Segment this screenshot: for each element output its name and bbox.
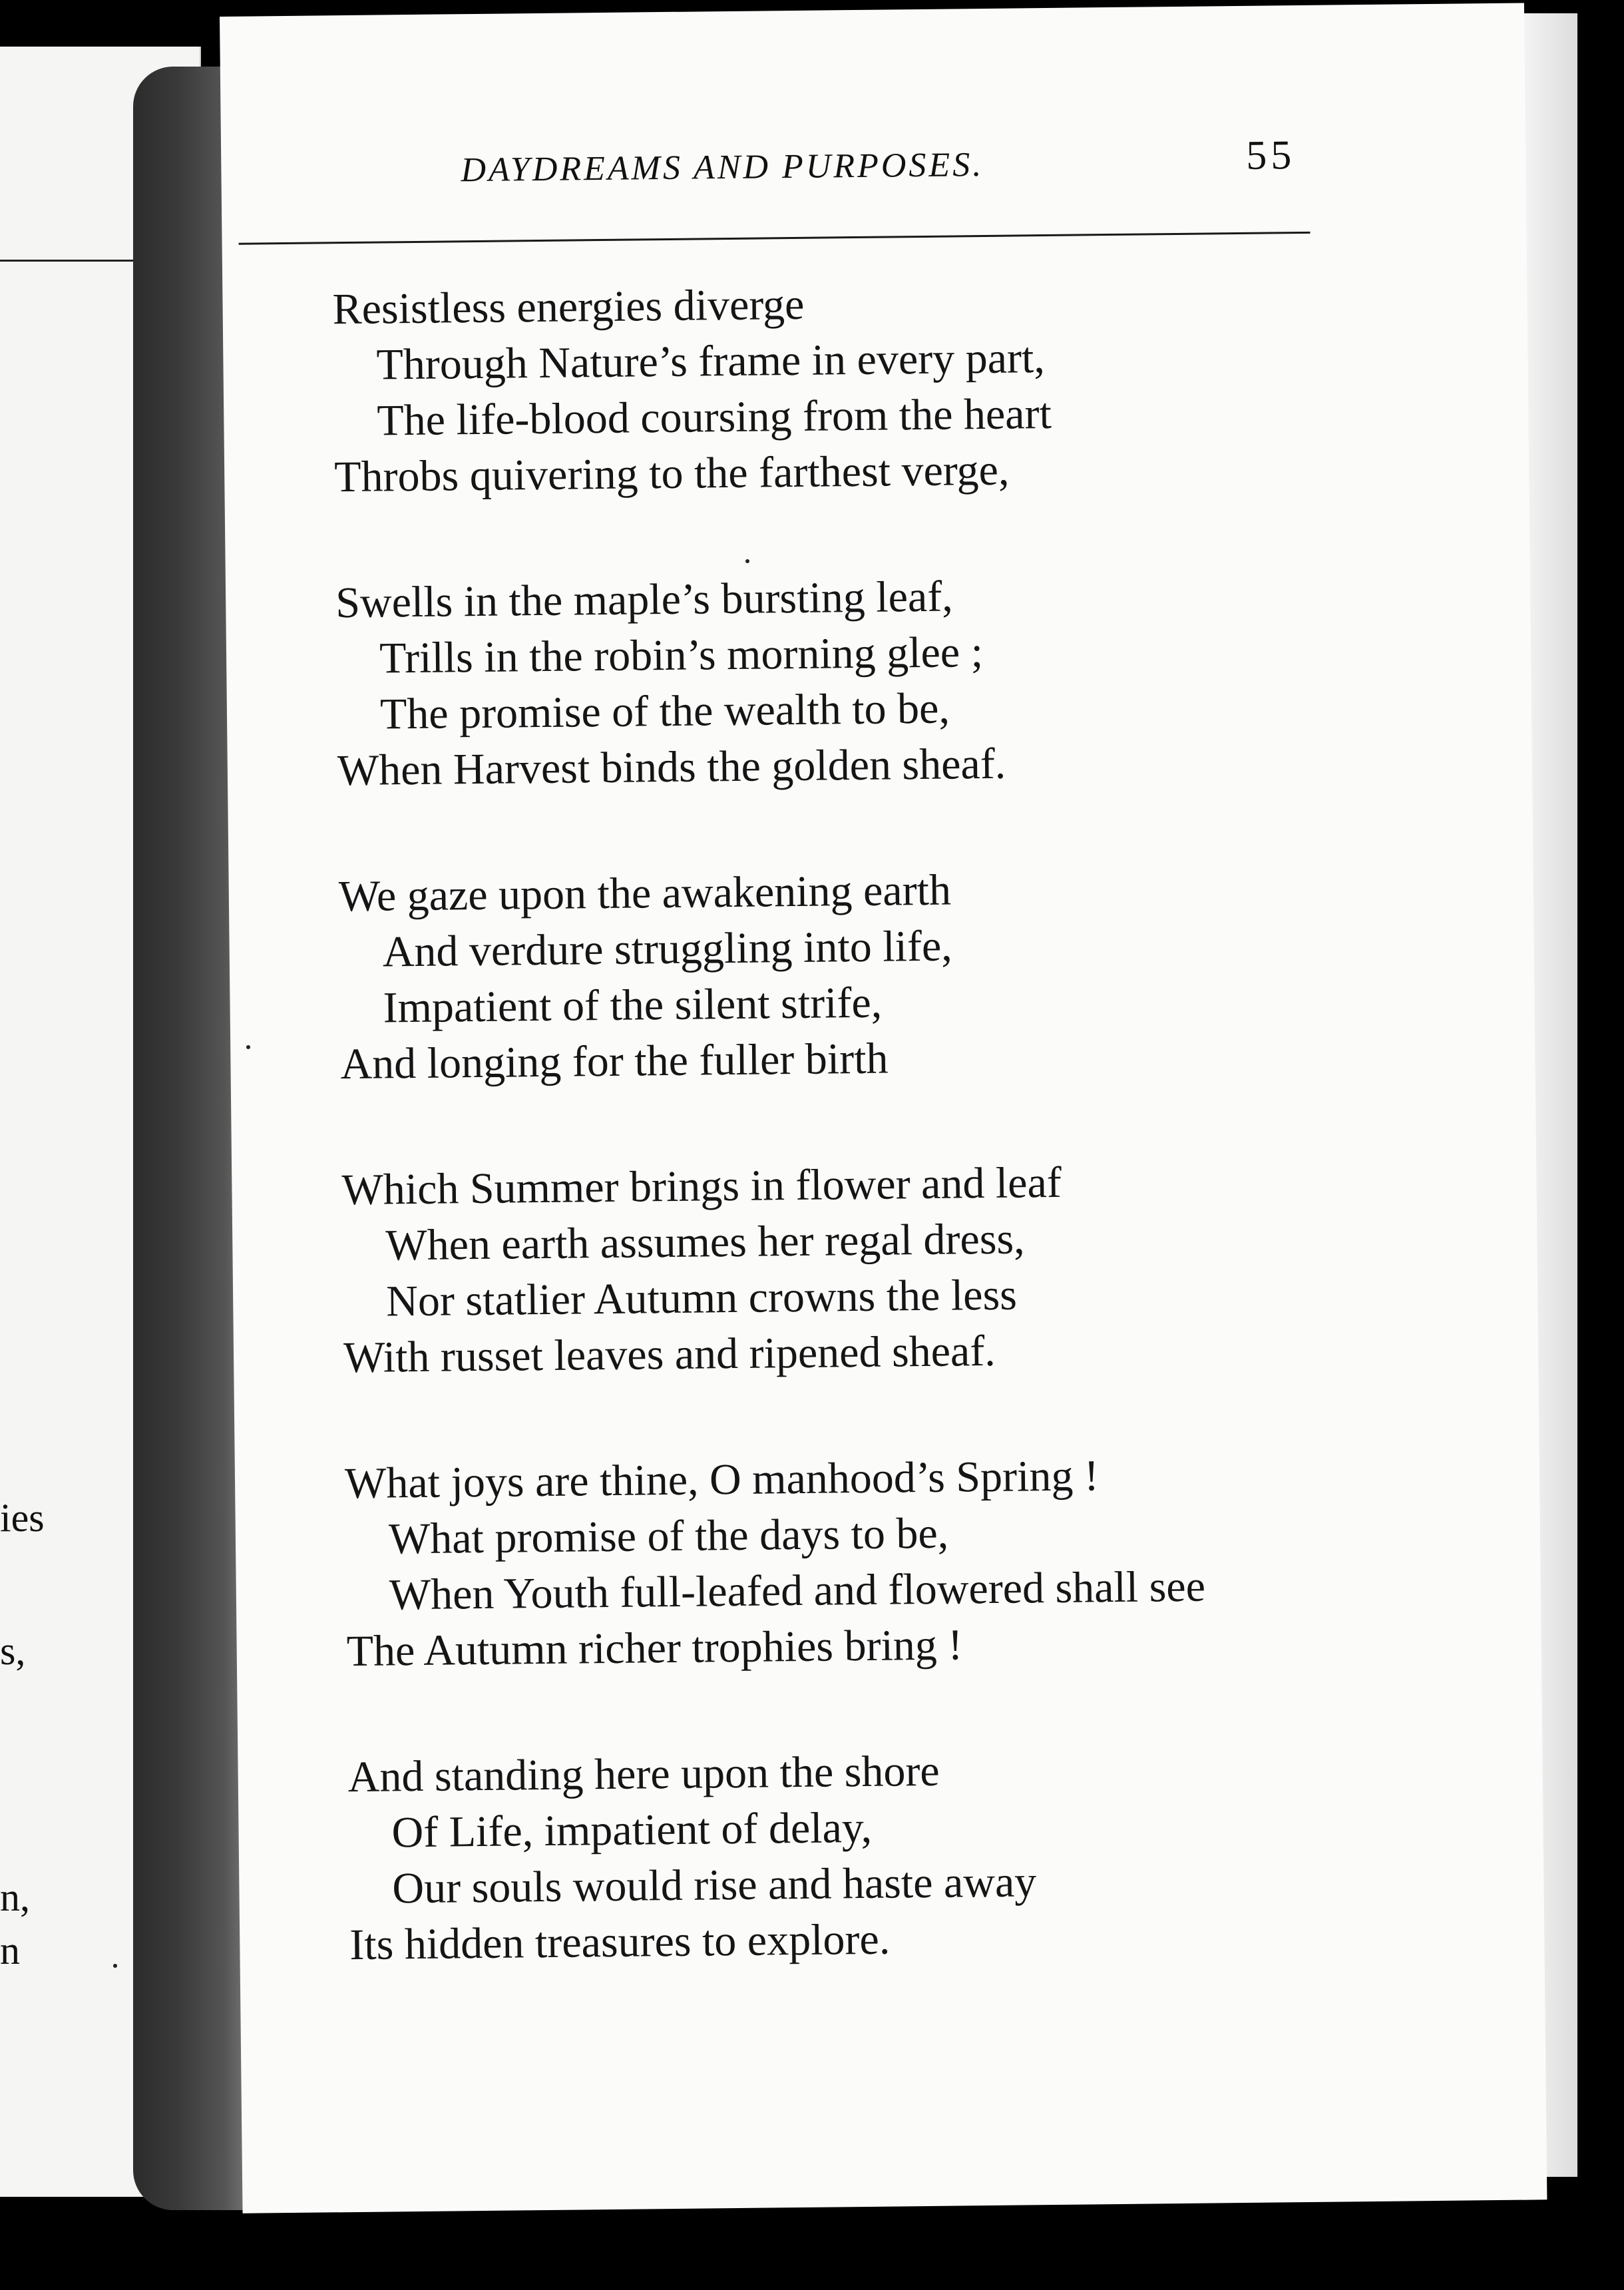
poem-line: When earth assumes her regal dress, bbox=[385, 1214, 1025, 1270]
poem-line: The promise of the wealth to be, bbox=[379, 684, 950, 739]
header-rule bbox=[239, 232, 1311, 245]
poem-line: The life-blood coursing from the heart bbox=[376, 389, 1052, 445]
left-page-fragment: s, bbox=[0, 1629, 26, 1673]
poem-line: Nor statlier Autumn crowns the less bbox=[385, 1270, 1018, 1326]
stanza bbox=[338, 857, 1505, 1092]
poem-line: Its hidden treasures to explore. bbox=[349, 1915, 891, 1970]
poem-line: We gaze upon the awakening earth bbox=[338, 865, 952, 921]
running-head: DAYDREAMS AND PURPOSES. bbox=[461, 145, 984, 190]
poem-line: Impatient of the silent strife, bbox=[383, 978, 883, 1032]
poem-line: And standing here upon the shore bbox=[347, 1746, 940, 1802]
poem-line: Resistless energies diverge bbox=[332, 280, 805, 334]
stanza bbox=[347, 1737, 1514, 1973]
poem bbox=[332, 270, 1516, 2043]
poem-line: The Autumn richer trophies bring ! bbox=[346, 1620, 963, 1676]
dust-speck bbox=[113, 1964, 117, 1968]
poem-line: Swells in the maple’s bursting leaf, bbox=[335, 572, 954, 628]
poem-line: Trills in the robin’s morning glee ; bbox=[379, 628, 984, 683]
poem-line: What joys are thine, O manhood’s Spring ! bbox=[344, 1451, 1100, 1508]
dust-speck bbox=[246, 1045, 250, 1049]
poem-line: Our souls would rise and haste away bbox=[392, 1857, 1037, 1913]
left-page-header-rule bbox=[0, 260, 133, 262]
poem-line: And longing for the fuller birth bbox=[340, 1034, 889, 1089]
left-page-fragment: n, bbox=[0, 1875, 30, 1919]
poem-line: Through Nature’s frame in every part, bbox=[376, 334, 1046, 389]
poem-line: When Youth full-leafed and flowered shall see bbox=[389, 1562, 1206, 1620]
stanza bbox=[332, 270, 1499, 505]
poem-line: And verdure struggling into life, bbox=[382, 921, 953, 977]
poem-line: Throbs quivering to the farthest verge, bbox=[333, 445, 1010, 502]
poem-line: Of Life, impatient of delay, bbox=[391, 1803, 873, 1857]
stanza bbox=[335, 563, 1502, 799]
left-page-fragment: ies bbox=[0, 1496, 45, 1540]
poem-line: When Harvest binds the golden sheaf. bbox=[337, 739, 1006, 796]
poem-line: With russet leaves and ripened sheaf. bbox=[343, 1326, 996, 1383]
dust-speck bbox=[745, 559, 749, 563]
right-page bbox=[220, 3, 1547, 2213]
left-page-fragment: n bbox=[0, 1929, 20, 1972]
poem-line: What promise of the days to be, bbox=[388, 1508, 949, 1564]
poem-line: Which Summer brings in flower and leaf bbox=[341, 1158, 1062, 1215]
stanza bbox=[341, 1150, 1508, 1386]
stanza bbox=[345, 1444, 1512, 1680]
page-number: 55 bbox=[1245, 132, 1296, 178]
